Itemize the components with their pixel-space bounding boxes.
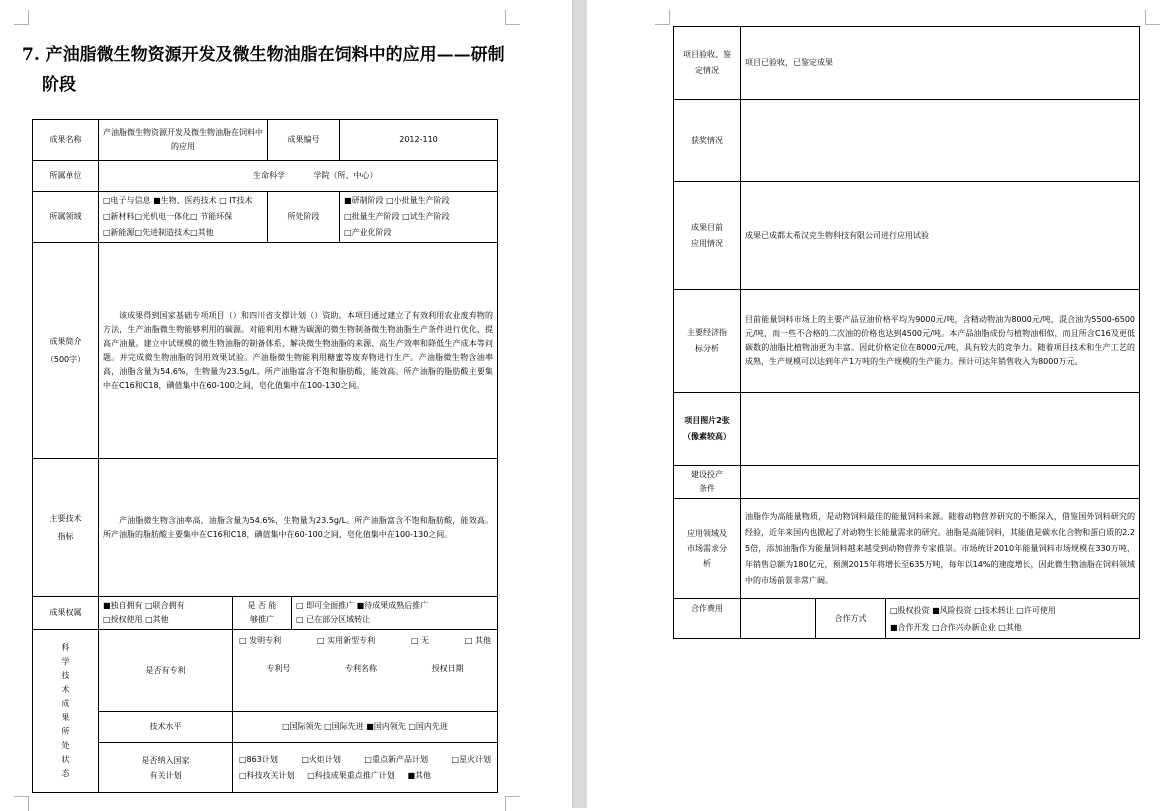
status-char: 术 bbox=[61, 685, 70, 694]
image-label-line1: 项目图片2张 bbox=[684, 416, 730, 425]
section-title bbox=[22, 40, 522, 100]
intro-label bbox=[33, 243, 99, 459]
crop-mark-top-left bbox=[655, 10, 670, 25]
economic-value: 目前能量饲料市场上的主要产品豆油价格平均为9000元/吨，含精动物油为8000元/吨，混合油为5500-6500元/吨，而一些不合格的二次油的价格也达到4500元/吨。本产品油脂成份与植物油相似，而且所含C16及更低碳数的油脂比植物油更为丰富。因此价格定位在8000元/吨，具有较大的竞争力。随着项目技术和生产工艺的成熟，生产规模可以达到年产1万吨的生产规模的生产能力。预计可达年销售收入为8000万元。 bbox=[741, 290, 1140, 393]
market-label-line2: 市场需求分 bbox=[687, 544, 727, 553]
name-value: 产油脂微生物资源开发及微生物油脂在饲料中的应用 bbox=[99, 120, 268, 161]
promo-line-2: □ 已在部分区域转让 bbox=[296, 615, 371, 624]
plan-label-line1: 是否纳入国家 bbox=[141, 755, 190, 765]
plan-option: □火炬计划 bbox=[301, 754, 341, 764]
field-line-1: □电子与信息 ■生物、医药技术 □ IT技术 bbox=[103, 196, 253, 205]
status-char: 成 bbox=[61, 699, 70, 708]
plan-label-line2: 有关计划 bbox=[149, 770, 182, 780]
page-gutter bbox=[572, 0, 588, 808]
patent-header: 授权日期 bbox=[431, 664, 464, 673]
stage-line-1: ■研制阶段 □小批量生产阶段 bbox=[344, 196, 450, 205]
accept-label-line1: 项目验收、鉴 bbox=[683, 50, 731, 59]
economic-label-line2: 标分析 bbox=[695, 344, 719, 353]
patent-label: 是否有专利 bbox=[99, 630, 233, 712]
tech-label-line2: 指标 bbox=[57, 531, 74, 541]
crop-mark-top-left bbox=[14, 10, 29, 25]
status-char: 处 bbox=[61, 741, 70, 750]
plan-line-2 bbox=[239, 768, 491, 784]
unit-label: 所属单位 bbox=[33, 161, 99, 192]
promo-label-line2: 够推广 bbox=[250, 615, 274, 624]
market-value: 油脂作为高能量物质，是动物饲料最佳的能量饲料来源。随着动物营养研究的不断深入，借鉴国外饲料研究的经验，近年来国内也掀起了对动物生长能量需求的研究。油脂是高能饲料，其能值是碳水化合物和蛋白质的2.25倍，添加油脂作为能量饲料越来越受到动物营养专家推崇。市场统计2010年能量饲料市场规模在330万吨，年销售总额为180亿元，预测2015年将增长至635万吨，每年以14%的速度增长，因此微生物油脂在饲料领域中的市场前景非常广阔。 bbox=[741, 499, 1140, 599]
stage-line-3: □产业化阶段 bbox=[344, 228, 392, 237]
status-char: 果 bbox=[61, 713, 70, 722]
left-page bbox=[0, 0, 572, 808]
invest-value bbox=[741, 466, 1140, 499]
rights-options bbox=[99, 597, 233, 630]
application-label bbox=[674, 182, 741, 290]
market-label-line1: 应用领域及 bbox=[687, 529, 727, 538]
plan-option: ■其他 bbox=[407, 770, 431, 780]
plan-option: □863计划 bbox=[239, 754, 278, 764]
promo-line-1: □ 即可全面推广 ■待成果成熟后推广 bbox=[296, 601, 429, 610]
image-label-line2: （像素较高） bbox=[683, 432, 731, 441]
patent-header: 专利号 bbox=[266, 664, 291, 673]
tech-label-line1: 主要技术 bbox=[49, 513, 82, 523]
plan-label bbox=[99, 743, 233, 793]
plan-option: □科技成果重点推广计划 bbox=[307, 770, 395, 780]
section-title-line2: 阶段 bbox=[42, 75, 76, 95]
patent-headers bbox=[239, 662, 491, 676]
coop-line-1: □股权投资 ■风险投资 □技术转让 □许可使用 bbox=[890, 605, 1056, 615]
level-label: 技术水平 bbox=[99, 712, 233, 743]
crop-mark-bottom-left bbox=[14, 796, 29, 811]
achievement-table-right bbox=[673, 26, 1140, 639]
award-value bbox=[741, 100, 1140, 182]
plan-option: □科技攻关计划 bbox=[239, 770, 295, 780]
plan-option: □星火计划 bbox=[451, 754, 492, 764]
unit-suffix: 学院（所、中心） bbox=[313, 171, 378, 180]
plan-option: □重点新产品计划 bbox=[364, 754, 428, 764]
coop-line-2: ■合作开发 □合作兴办新企业 □其他 bbox=[890, 622, 1022, 632]
patent-cell bbox=[233, 630, 498, 712]
application-value: 成果已成都太希汉克生物科技有限公司进行应用试验 bbox=[741, 182, 1140, 290]
achievement-table-left bbox=[32, 119, 498, 793]
unit-value-cell bbox=[99, 161, 498, 192]
stage-line-2: □批量生产阶段 □试生产阶段 bbox=[344, 212, 450, 221]
coop-mode-label: 合作方式 bbox=[816, 599, 886, 639]
field-label: 所属领域 bbox=[33, 192, 99, 243]
rights-line-2: □授权使用 □其他 bbox=[103, 615, 169, 624]
patent-options bbox=[239, 634, 491, 648]
intro-label-line1: 成果简介 bbox=[49, 336, 82, 346]
patent-option: □ 发明专利 bbox=[239, 636, 282, 645]
field-line-2: □新材料□光机电一体化□ 节能环保 bbox=[103, 212, 233, 221]
plan-options bbox=[233, 743, 498, 793]
stage-options bbox=[340, 192, 498, 243]
crop-mark-top-right bbox=[505, 10, 520, 25]
field-line-3: □新能源□先进制造技术□其他 bbox=[103, 228, 214, 237]
status-char: 状 bbox=[61, 755, 70, 764]
section-title-line1: 7. 产油脂微生物资源开发及微生物油脂在饲料中的应用——研制 bbox=[22, 45, 505, 65]
accept-label bbox=[674, 27, 741, 100]
invest-label-line2: 条件 bbox=[699, 484, 715, 493]
image-value bbox=[741, 393, 1140, 466]
number-label: 成果编号 bbox=[268, 120, 340, 161]
rights-label: 成果权属 bbox=[33, 597, 99, 630]
name-label: 成果名称 bbox=[33, 120, 99, 161]
patent-header: 专利名称 bbox=[345, 664, 377, 673]
status-char: 所 bbox=[61, 727, 70, 736]
promo-label bbox=[233, 597, 292, 630]
status-label bbox=[33, 630, 99, 793]
plan-line-1 bbox=[239, 752, 491, 768]
stage-label: 所处阶段 bbox=[268, 192, 340, 243]
application-label-line2: 应用情况 bbox=[691, 238, 723, 248]
intro-text: 该成果得到国家基础专项项目（）和四川省支撑计划（）资助。本项目通过建立了有效利用农业废弃物的方法，生产油脂微生物能够利用的碳源。对能利用木糖为碳源的微生物制备微生物油脂生产条件进行优化，提高产油量。建立中试规模的微生物油脂的制备体系，解决微生物油脂的来源、高生产效率和降低生产成本等问题。并完成微生物油脂的饲用效果试验。产油脂微生物能利用糖蜜等废弃物进行生产。产油脂微生物含油率高，油脂含量为54.6%，生物量为23.5g/L。所产油脂富含不饱和脂肪酸，能效高。所产油脂的脂肪酸主要集中在C16和C18，碘值集中在60-100之间，皂化值集中在100-130之间。 bbox=[99, 243, 498, 459]
rights-line-1: ■独自拥有 □联合拥有 bbox=[103, 601, 185, 610]
number-value: 2012-110 bbox=[340, 120, 498, 161]
status-char: 态 bbox=[61, 769, 70, 778]
coop-fee-value bbox=[741, 599, 816, 639]
coop-fee-label: 合作费用 bbox=[674, 599, 741, 639]
right-page bbox=[587, 0, 1173, 808]
invest-label bbox=[674, 466, 741, 499]
patent-option: □ 无 bbox=[410, 636, 430, 645]
coop-mode-options bbox=[886, 599, 1140, 639]
economic-label bbox=[674, 290, 741, 393]
field-options bbox=[99, 192, 268, 243]
economic-label-line1: 主要经济指 bbox=[687, 328, 727, 337]
market-label-line3: 析 bbox=[703, 559, 711, 568]
unit-value: 生命科学 bbox=[253, 171, 285, 180]
accept-value: 项目已验收，已鉴定成果 bbox=[741, 27, 1140, 100]
status-char: 技 bbox=[61, 671, 70, 680]
crop-mark-top-right bbox=[1145, 10, 1160, 25]
patent-option: □ 其他 bbox=[464, 636, 492, 645]
accept-label-line2: 定情况 bbox=[695, 66, 719, 75]
tech-text: 产油脂微生物含油率高，油脂含量为54.6%，生物量为23.5g/L。所产油脂富含不饱和脂肪酸，能效高。所产油脂的脂肪酸主要集中在C16和C18，碘值集中在60-100之间，皂化值集中在100-130之间。 bbox=[99, 459, 498, 597]
promo-label-line1: 是 否 能 bbox=[247, 601, 277, 610]
patent-option: □ 实用新型专利 bbox=[316, 636, 376, 645]
status-char: 科 bbox=[61, 643, 70, 652]
invest-label-line1: 建设投产 bbox=[691, 470, 723, 479]
intro-label-line2: （500字） bbox=[45, 354, 86, 364]
award-label: 获奖情况 bbox=[674, 100, 741, 182]
image-label bbox=[674, 393, 741, 466]
application-label-line1: 成果目前 bbox=[691, 222, 723, 232]
market-label bbox=[674, 499, 741, 599]
crop-mark-bottom-right bbox=[505, 796, 520, 811]
tech-label bbox=[33, 459, 99, 597]
level-options: □国际领先 □国际先进 ■国内领先 □国内先进 bbox=[233, 712, 498, 743]
status-char: 学 bbox=[61, 657, 70, 666]
promo-options bbox=[292, 597, 498, 630]
